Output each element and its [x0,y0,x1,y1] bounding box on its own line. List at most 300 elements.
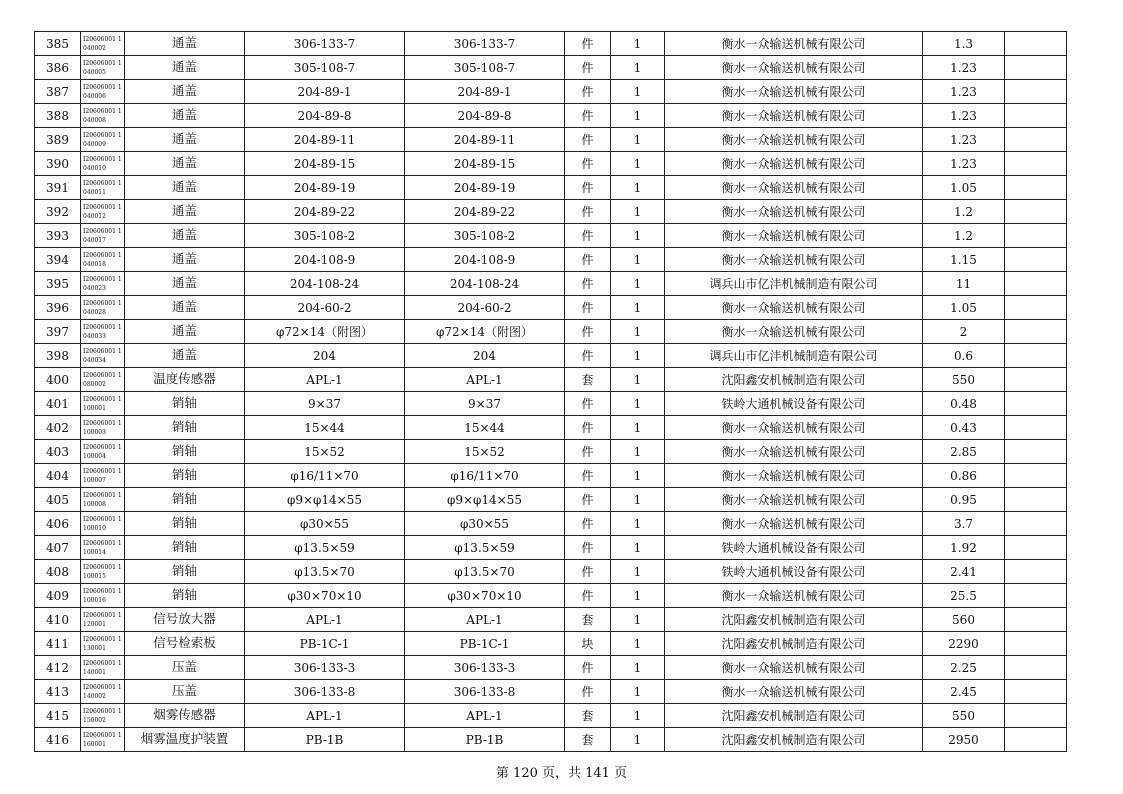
row-number-cell: 410 [35,608,81,632]
spec-cell: φ30×55 [245,512,405,536]
spec-cell: φ13.5×59 [245,536,405,560]
unit-cell: 件 [565,56,611,80]
supplier-cell: 铁岭大通机械设备有限公司 [665,560,923,584]
table-row [35,80,1067,104]
model-cell: 305-108-2 [405,224,565,248]
unit-cell: 件 [565,272,611,296]
model-cell: 305-108-7 [405,56,565,80]
spec-cell: APL-1 [245,704,405,728]
unit-cell: 件 [565,176,611,200]
spec-cell: APL-1 [245,368,405,392]
unit-cell: 件 [565,560,611,584]
row-number-cell: 413 [35,680,81,704]
item-code-cell: I20606001 1040011 [81,176,125,200]
price-cell: 1.23 [923,104,1005,128]
supplier-cell: 铁岭大通机械设备有限公司 [665,392,923,416]
quantity-cell: 1 [611,80,665,104]
spec-cell: 15×44 [245,416,405,440]
quantity-cell: 1 [611,632,665,656]
quantity-cell: 1 [611,680,665,704]
table-row [35,32,1067,56]
item-code-cell: I20606001 1040033 [81,320,125,344]
unit-cell: 套 [565,704,611,728]
item-name-cell: 销轴 [125,440,245,464]
model-cell: 204-89-8 [405,104,565,128]
note-cell [1005,80,1067,104]
spec-cell: PB-1C-1 [245,632,405,656]
row-number-cell: 401 [35,392,81,416]
quantity-cell: 1 [611,272,665,296]
item-name-cell: 销轴 [125,584,245,608]
note-cell [1005,56,1067,80]
model-cell: APL-1 [405,608,565,632]
price-cell: 2290 [923,632,1005,656]
supplier-cell: 衡水一众输送机械有限公司 [665,56,923,80]
model-cell: PB-1B [405,728,565,752]
spec-cell: PB-1B [245,728,405,752]
price-cell: 550 [923,704,1005,728]
supplier-cell: 衡水一众输送机械有限公司 [665,320,923,344]
quantity-cell: 1 [611,56,665,80]
page-footer: 第 120 页，共 141 页 [495,766,628,781]
supplier-cell: 衡水一众输送机械有限公司 [665,128,923,152]
quantity-cell: 1 [611,248,665,272]
item-code-cell: I20606001 1100003 [81,416,125,440]
row-number-cell: 403 [35,440,81,464]
item-name-cell: 销轴 [125,416,245,440]
note-cell [1005,440,1067,464]
table-body [35,32,1067,752]
price-cell: 1.15 [923,248,1005,272]
model-cell: 306-133-8 [405,680,565,704]
row-number-cell: 386 [35,56,81,80]
table-row [35,56,1067,80]
table-row [35,392,1067,416]
item-code-cell: I20606001 1120001 [81,608,125,632]
model-cell: APL-1 [405,704,565,728]
item-name-cell: 销轴 [125,512,245,536]
note-cell [1005,248,1067,272]
price-cell: 25.5 [923,584,1005,608]
quantity-cell: 1 [611,152,665,176]
item-name-cell: 销轴 [125,464,245,488]
note-cell [1005,608,1067,632]
note-cell [1005,104,1067,128]
model-cell: 204-89-22 [405,200,565,224]
note-cell [1005,704,1067,728]
item-name-cell: 温度传感器 [125,368,245,392]
supplier-cell: 沈阳鑫安机械制造有限公司 [665,704,923,728]
unit-cell: 件 [565,80,611,104]
note-cell [1005,536,1067,560]
item-code-cell: I20606001 1160001 [81,728,125,752]
quantity-cell: 1 [611,344,665,368]
item-name-cell: 通盖 [125,344,245,368]
quantity-cell: 1 [611,608,665,632]
note-cell [1005,344,1067,368]
row-number-cell: 397 [35,320,81,344]
model-cell: φ30×55 [405,512,565,536]
model-cell: φ16/11×70 [405,464,565,488]
row-number-cell: 407 [35,536,81,560]
item-name-cell: 压盖 [125,680,245,704]
unit-cell: 件 [565,488,611,512]
price-cell: 2.41 [923,560,1005,584]
item-code-cell: I20606001 1100008 [81,488,125,512]
quantity-cell: 1 [611,224,665,248]
table-row [35,728,1067,752]
supplier-cell: 衡水一众输送机械有限公司 [665,32,923,56]
quantity-cell: 1 [611,464,665,488]
spec-cell: φ72×14（附图） [245,320,405,344]
item-name-cell: 通盖 [125,80,245,104]
model-cell: 15×44 [405,416,565,440]
item-code-cell: I20606001 1040006 [81,80,125,104]
supplier-cell: 调兵山市亿沣机械制造有限公司 [665,344,923,368]
price-cell: 2.25 [923,656,1005,680]
spec-cell: 306-133-7 [245,32,405,56]
spec-cell: 305-108-7 [245,56,405,80]
row-number-cell: 415 [35,704,81,728]
item-name-cell: 通盖 [125,248,245,272]
note-cell [1005,200,1067,224]
supplier-cell: 衡水一众输送机械有限公司 [665,656,923,680]
note-cell [1005,416,1067,440]
price-cell: 1.23 [923,56,1005,80]
table-row [35,656,1067,680]
item-code-cell: I20606001 1130001 [81,632,125,656]
table-row [35,440,1067,464]
unit-cell: 件 [565,224,611,248]
price-cell: 0.95 [923,488,1005,512]
price-cell: 2.45 [923,680,1005,704]
row-number-cell: 406 [35,512,81,536]
price-cell: 2 [923,320,1005,344]
unit-cell: 件 [565,680,611,704]
row-number-cell: 385 [35,32,81,56]
quantity-cell: 1 [611,32,665,56]
supplier-cell: 衡水一众输送机械有限公司 [665,200,923,224]
spec-cell: 9×37 [245,392,405,416]
table-row [35,680,1067,704]
item-name-cell: 信号检索板 [125,632,245,656]
note-cell [1005,32,1067,56]
supplier-cell: 衡水一众输送机械有限公司 [665,680,923,704]
supplier-cell: 衡水一众输送机械有限公司 [665,488,923,512]
table-row [35,536,1067,560]
table-row [35,272,1067,296]
supplier-cell: 铁岭大通机械设备有限公司 [665,536,923,560]
supplier-cell: 调兵山市亿沣机械制造有限公司 [665,272,923,296]
table-row [35,128,1067,152]
item-name-cell: 销轴 [125,560,245,584]
price-cell: 1.05 [923,176,1005,200]
row-number-cell: 398 [35,344,81,368]
model-cell: 306-133-3 [405,656,565,680]
supplier-cell: 衡水一众输送机械有限公司 [665,224,923,248]
spec-cell: 204-108-24 [245,272,405,296]
unit-cell: 件 [565,344,611,368]
price-cell: 550 [923,368,1005,392]
note-cell [1005,488,1067,512]
spec-cell: 204-89-19 [245,176,405,200]
note-cell [1005,272,1067,296]
supplier-cell: 沈阳鑫安机械制造有限公司 [665,608,923,632]
model-cell: 9×37 [405,392,565,416]
item-name-cell: 通盖 [125,152,245,176]
spec-cell: 204-89-8 [245,104,405,128]
item-code-cell: I20606001 1140001 [81,656,125,680]
unit-cell: 件 [565,416,611,440]
model-cell: PB-1C-1 [405,632,565,656]
note-cell [1005,560,1067,584]
note-cell [1005,176,1067,200]
note-cell [1005,680,1067,704]
row-number-cell: 409 [35,584,81,608]
table-row [35,416,1067,440]
unit-cell: 件 [565,392,611,416]
spec-cell: 204-60-2 [245,296,405,320]
spec-cell: φ30×70×10 [245,584,405,608]
row-number-cell: 394 [35,248,81,272]
note-cell [1005,152,1067,176]
row-number-cell: 395 [35,272,81,296]
supplier-cell: 衡水一众输送机械有限公司 [665,416,923,440]
price-cell: 1.2 [923,224,1005,248]
price-cell: 2.85 [923,440,1005,464]
supplier-cell: 衡水一众输送机械有限公司 [665,176,923,200]
model-cell: 204-108-24 [405,272,565,296]
supplier-cell: 沈阳鑫安机械制造有限公司 [665,632,923,656]
item-code-cell: I20606001 1100010 [81,512,125,536]
table-row [35,296,1067,320]
row-number-cell: 393 [35,224,81,248]
row-number-cell: 411 [35,632,81,656]
item-name-cell: 烟雾传感器 [125,704,245,728]
table-row [35,608,1067,632]
item-name-cell: 通盖 [125,320,245,344]
supplier-cell: 衡水一众输送机械有限公司 [665,248,923,272]
item-code-cell: I20606001 1040010 [81,152,125,176]
spec-cell: 306-133-3 [245,656,405,680]
note-cell [1005,392,1067,416]
price-cell: 1.23 [923,80,1005,104]
model-cell: φ13.5×59 [405,536,565,560]
row-number-cell: 416 [35,728,81,752]
model-cell: APL-1 [405,368,565,392]
note-cell [1005,512,1067,536]
item-code-cell: I20606001 1080002 [81,368,125,392]
model-cell: 204-60-2 [405,296,565,320]
note-cell [1005,296,1067,320]
note-cell [1005,320,1067,344]
supplier-cell: 衡水一众输送机械有限公司 [665,104,923,128]
item-code-cell: I20606001 1040005 [81,56,125,80]
item-name-cell: 通盖 [125,272,245,296]
quantity-cell: 1 [611,368,665,392]
item-code-cell: I20606001 1040012 [81,200,125,224]
item-code-cell: I20606001 1040018 [81,248,125,272]
price-cell: 560 [923,608,1005,632]
row-number-cell: 405 [35,488,81,512]
spec-cell: 204 [245,344,405,368]
unit-cell: 件 [565,464,611,488]
unit-cell: 件 [565,656,611,680]
table-row [35,200,1067,224]
table-row [35,320,1067,344]
quantity-cell: 1 [611,392,665,416]
note-cell [1005,464,1067,488]
spec-cell: 15×52 [245,440,405,464]
model-cell: 204-89-11 [405,128,565,152]
item-code-cell: I20606001 1100015 [81,560,125,584]
price-cell: 1.2 [923,200,1005,224]
item-name-cell: 通盖 [125,56,245,80]
table-row [35,176,1067,200]
row-number-cell: 402 [35,416,81,440]
spec-cell: φ13.5×70 [245,560,405,584]
supplier-cell: 衡水一众输送机械有限公司 [665,80,923,104]
row-number-cell: 392 [35,200,81,224]
quantity-cell: 1 [611,656,665,680]
unit-cell: 件 [565,584,611,608]
table-row [35,512,1067,536]
table-row [35,248,1067,272]
note-cell [1005,224,1067,248]
unit-cell: 件 [565,320,611,344]
item-name-cell: 烟雾温度护装置 [125,728,245,752]
row-number-cell: 388 [35,104,81,128]
item-code-cell: I20606001 1100001 [81,392,125,416]
quantity-cell: 1 [611,320,665,344]
item-name-cell: 压盖 [125,656,245,680]
price-cell: 1.23 [923,152,1005,176]
price-cell: 0.48 [923,392,1005,416]
spec-cell: φ16/11×70 [245,464,405,488]
item-name-cell: 通盖 [125,104,245,128]
supplier-cell: 衡水一众输送机械有限公司 [665,584,923,608]
model-cell: 15×52 [405,440,565,464]
supplier-cell: 衡水一众输送机械有限公司 [665,464,923,488]
note-cell [1005,728,1067,752]
row-number-cell: 391 [35,176,81,200]
row-number-cell: 408 [35,560,81,584]
model-cell: 204 [405,344,565,368]
item-name-cell: 销轴 [125,488,245,512]
item-code-cell: I20606001 1140002 [81,680,125,704]
unit-cell: 件 [565,248,611,272]
quantity-cell: 1 [611,728,665,752]
table-row [35,344,1067,368]
quantity-cell: 1 [611,440,665,464]
spec-cell: 204-89-15 [245,152,405,176]
unit-cell: 件 [565,440,611,464]
spec-cell: 204-89-22 [245,200,405,224]
unit-cell: 件 [565,104,611,128]
quantity-cell: 1 [611,704,665,728]
supplier-cell: 沈阳鑫安机械制造有限公司 [665,728,923,752]
row-number-cell: 412 [35,656,81,680]
model-cell: φ13.5×70 [405,560,565,584]
table-row [35,104,1067,128]
spec-cell: 204-108-9 [245,248,405,272]
item-name-cell: 销轴 [125,536,245,560]
parts-table [34,31,1067,752]
spec-cell: 306-133-8 [245,680,405,704]
unit-cell: 块 [565,632,611,656]
item-code-cell: I20606001 1040017 [81,224,125,248]
quantity-cell: 1 [611,416,665,440]
table-row [35,152,1067,176]
price-cell: 3.7 [923,512,1005,536]
note-cell [1005,368,1067,392]
price-cell: 1.3 [923,32,1005,56]
unit-cell: 件 [565,200,611,224]
table-row [35,224,1067,248]
model-cell: φ72×14（附图） [405,320,565,344]
item-name-cell: 通盖 [125,200,245,224]
table-row [35,704,1067,728]
item-name-cell: 信号放大器 [125,608,245,632]
unit-cell: 套 [565,368,611,392]
supplier-cell: 衡水一众输送机械有限公司 [665,512,923,536]
row-number-cell: 389 [35,128,81,152]
price-cell: 1.92 [923,536,1005,560]
quantity-cell: 1 [611,104,665,128]
unit-cell: 件 [565,152,611,176]
table-row [35,488,1067,512]
quantity-cell: 1 [611,584,665,608]
spec-cell: φ9×φ14×55 [245,488,405,512]
unit-cell: 件 [565,296,611,320]
model-cell: φ30×70×10 [405,584,565,608]
item-code-cell: I20606001 1040034 [81,344,125,368]
row-number-cell: 400 [35,368,81,392]
quantity-cell: 1 [611,512,665,536]
spec-cell: 305-108-2 [245,224,405,248]
item-code-cell: I20606001 1100014 [81,536,125,560]
item-code-cell: I20606001 1040009 [81,128,125,152]
supplier-cell: 衡水一众输送机械有限公司 [665,296,923,320]
item-name-cell: 通盖 [125,32,245,56]
item-code-cell: I20606001 1040028 [81,296,125,320]
unit-cell: 件 [565,536,611,560]
price-cell: 2950 [923,728,1005,752]
row-number-cell: 387 [35,80,81,104]
price-cell: 11 [923,272,1005,296]
supplier-cell: 沈阳鑫安机械制造有限公司 [665,368,923,392]
quantity-cell: 1 [611,536,665,560]
unit-cell: 套 [565,728,611,752]
table-row [35,584,1067,608]
row-number-cell: 404 [35,464,81,488]
note-cell [1005,632,1067,656]
row-number-cell: 396 [35,296,81,320]
quantity-cell: 1 [611,200,665,224]
model-cell: 204-89-15 [405,152,565,176]
spec-cell: 204-89-1 [245,80,405,104]
quantity-cell: 1 [611,560,665,584]
unit-cell: 件 [565,512,611,536]
item-name-cell: 通盖 [125,224,245,248]
quantity-cell: 1 [611,296,665,320]
model-cell: 306-133-7 [405,32,565,56]
item-name-cell: 通盖 [125,296,245,320]
item-code-cell: I20606001 1100004 [81,440,125,464]
row-number-cell: 390 [35,152,81,176]
price-cell: 1.23 [923,128,1005,152]
quantity-cell: 1 [611,128,665,152]
